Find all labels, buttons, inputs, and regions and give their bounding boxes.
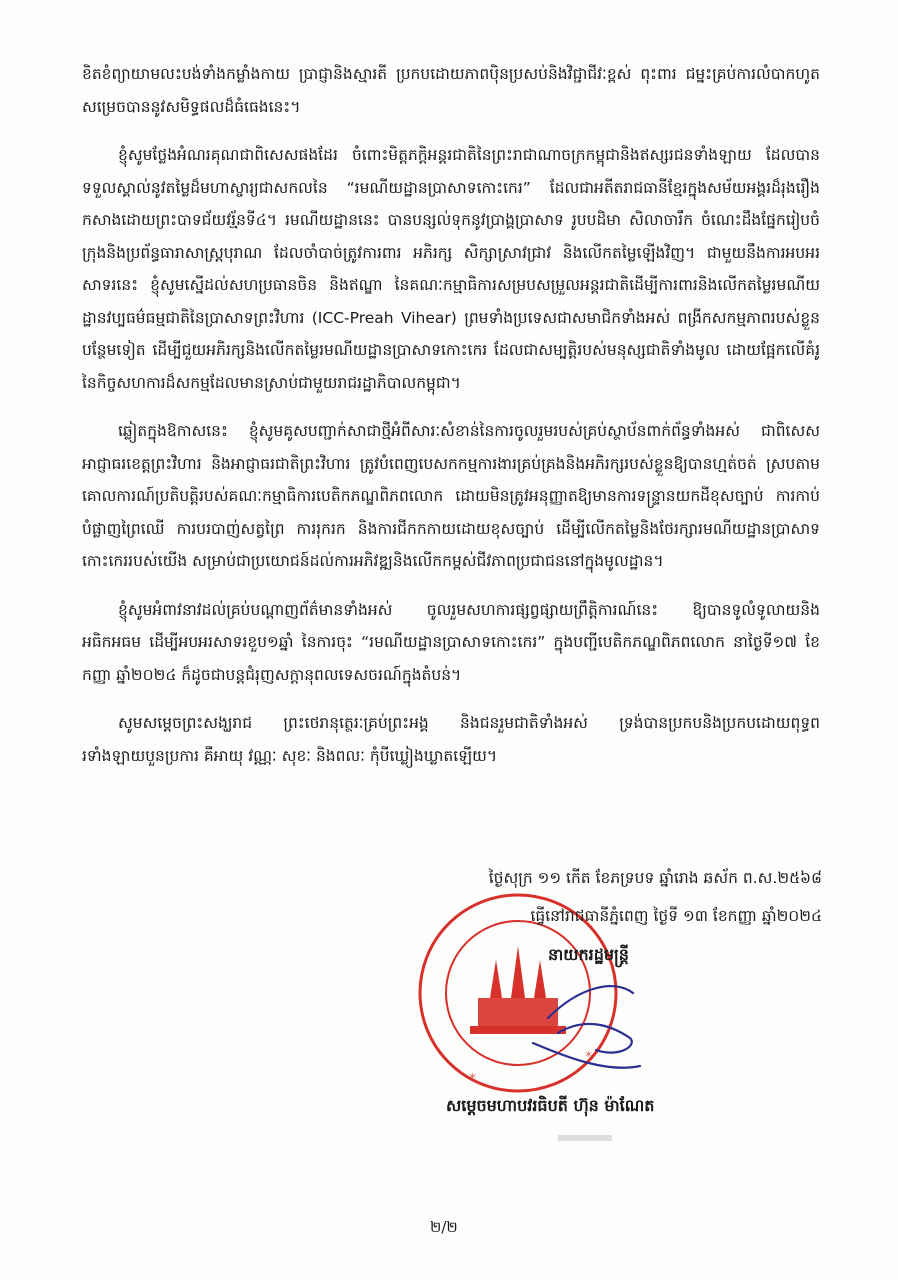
paragraph-4: ខ្ញុំសូមអំពាវនាវដល់គ្រប់បណ្ដាញព័ត៌មានទាំងអស់ ចូលរួមសហការផ្សព្វផ្សាយព្រឹត្តិការណ៍នេះ ឱ្យបានទូលំទូលាយនិងអធិកអធម ដើម្បីអបអរសាទរខួប១ឆ្នាំ នៃការចុះ “រមណីយដ្ឋានប្រាសាទកោះកេរ” ក្នុងបញ្ជីបេតិកភណ្ឌពិភពលោក នាថ្ងៃទី១៧ ខែកញ្ញា ឆ្នាំ២០២៤ ក៏ដូចជាបន្តជំរុញសក្ដានុពលទេសចរណ៍ក្នុងតំបន់។	[82, 600, 820, 684]
signatory-name: សម្ដេចមហាបវរធិបតី ហ៊ុន ម៉ាណែត	[446, 1096, 655, 1115]
svg-text:✶: ✶	[468, 1070, 478, 1083]
faint-stamp-mark-icon	[556, 1131, 616, 1145]
solar-date: ធ្វើនៅរាជធានីភ្នំពេញ ថ្ងៃទី ១៣ ខែកញ្ញា ឆ្នាំ២០២៤	[530, 907, 822, 925]
signature-title: នាយករដ្ឋមន្ត្រី	[548, 945, 629, 964]
paragraph-5: សូមសម្ដេចព្រះសង្ឃរាជ ព្រះថេរានុត្ថេរៈគ្រប់ព្រះអង្គ និងជនរួមជាតិទាំងអស់ ទ្រង់បានប្រកបនិងប្រកបដោយពុទ្ធពរទាំងឡាយបួនប្រការ គឺអាយុ វណ្ណៈ សុខៈ និងពលៈ កុំបីឃ្លៀងឃ្លាតឡើយ។	[82, 714, 820, 765]
page-number: ២/២	[430, 1218, 458, 1236]
paragraph-2: ខ្ញុំសូមថ្លែងអំណរគុណជាពិសេសផងដែរ ចំពោះមិត្តភក្តិអន្តរជាតិនៃព្រះរាជាណាចក្រកម្ពុជានិងឥស្សរជនទាំងឡាយ ដែលបានទទួលស្គាល់នូវតម្លៃដ៏មហាស្ចារ្យជាសកលនៃ “រមណីយដ្ឋានប្រាសាទកោះកេរ” ដែលជាអតីតរាជធានីខ្មែរក្នុងសម័យអង្គរដ៏រុងរឿង កសាងដោយព្រះបាទជ័យវរ្ម័នទី៤។ រមណីយដ្ឋាននេះ បានបន្សល់ទុកនូវប្រាង្គប្រាសាទ រូបបដិមា សិលាចារឹក ចំណេះដឹងផ្នែករៀបចំក្រុងនិងប្រព័ន្ធធារាសាស្ត្របុរាណ ដែលចាំបាច់ត្រូវការពារ អភិរក្ស សិក្សាស្រាវជ្រាវ និងលើកតម្លៃឡើងវិញ។ ជាមួយនឹងការអបអរសាទរនេះ ខ្ញុំសូមស្នើដល់សហប្រធានចិន និងឥណ្ឌា នៃគណៈកម្មាធិការសម្របសម្រួលអន្តរជាតិដើម្បីការពារនិងលើកតម្លៃរមណីយដ្ឋានវប្បធម៌ធម្មជាតិនៃប្រាសាទព្រះវិហារ (ICC-Preah Vihear) ព្រមទាំងប្រទេសជាសមាជិកទាំងអស់ ពង្រីកសកម្មភាពរបស់ខ្លួនបន្ថែមទៀត ដើម្បីជួយអភិរក្សនិងលើកតម្លៃរមណីយដ្ឋានប្រាសាទកោះកេរ ដែលជាសម្បត្តិរបស់មនុស្សជាតិទាំងមូល ដោយផ្អែកលើគំរូនៃកិច្ចសហការដ៏សកម្មដែលមានស្រាប់ជាមួយរាជរដ្ឋាភិបាលកម្ពុជា។	[82, 146, 820, 392]
paragraph-1: ខិតខំព្យាយាមលះបង់ទាំងកម្លាំងកាយ ប្រាជ្ញានិងស្មារតី ប្រកបដោយភាពប៉ិនប្រសប់និងវិជ្ជាជីវៈខ្ពស់ ពុះពារ ជម្នះគ្រប់ការលំបាកហូតសម្រេចបាននូវសមិទ្ធផលដ៏ធំធេងនេះ។	[82, 65, 820, 116]
paragraph-3: ឆ្លៀតក្នុងឱកាសនេះ ខ្ញុំសូមគូសបញ្ជាក់សាជាថ្មីអំពីសារៈសំខាន់នៃការចូលរួមរបស់គ្រប់ស្ថាប័នពាក់ព័ន្ធទាំងអស់ ជាពិសេសអាជ្ញាធរខេត្តព្រះវិហារ និងអាជ្ញាធរជាតិព្រះវិហារ ត្រូវបំពេញបេសកកម្មការងារគ្រប់គ្រងនិងអភិរក្សរបស់ខ្លួនឱ្យបានហ្មត់ចត់ ស្របតាមគោលការណ៍ប្រតិបត្តិរបស់គណៈកម្មាធិការបេតិកភណ្ឌពិភពលោក ដោយមិនត្រូវអនុញ្ញាតឱ្យមានការទន្ទ្រានយកដីខុសច្បាប់ ការកាប់បំផ្លាញព្រៃឈើ ការបរបាញ់សត្វព្រៃ ការរុករក និងការជីកកកាយដោយខុសច្បាប់ ដើម្បីលើកតម្លៃនិងថែរក្សារមណីយដ្ឋានប្រាសាទកោះកេររបស់យើង សម្រាប់ជាប្រយោជន៍ដល់ការអភិវឌ្ឍនិងលើកកម្ពស់ជីវភាពប្រជាជននៅក្នុងមូលដ្ឋាន។	[82, 422, 820, 570]
svg-text:✶: ✶	[584, 1048, 594, 1061]
official-seal-icon	[408, 868, 653, 1103]
lunar-date: ថ្ងៃសុក្រ ១១ កើត ខែភទ្របទ ឆ្នាំរោង ឆស័ក ព.ស.២៥៦៨	[488, 869, 822, 887]
letter-body	[82, 58, 820, 788]
